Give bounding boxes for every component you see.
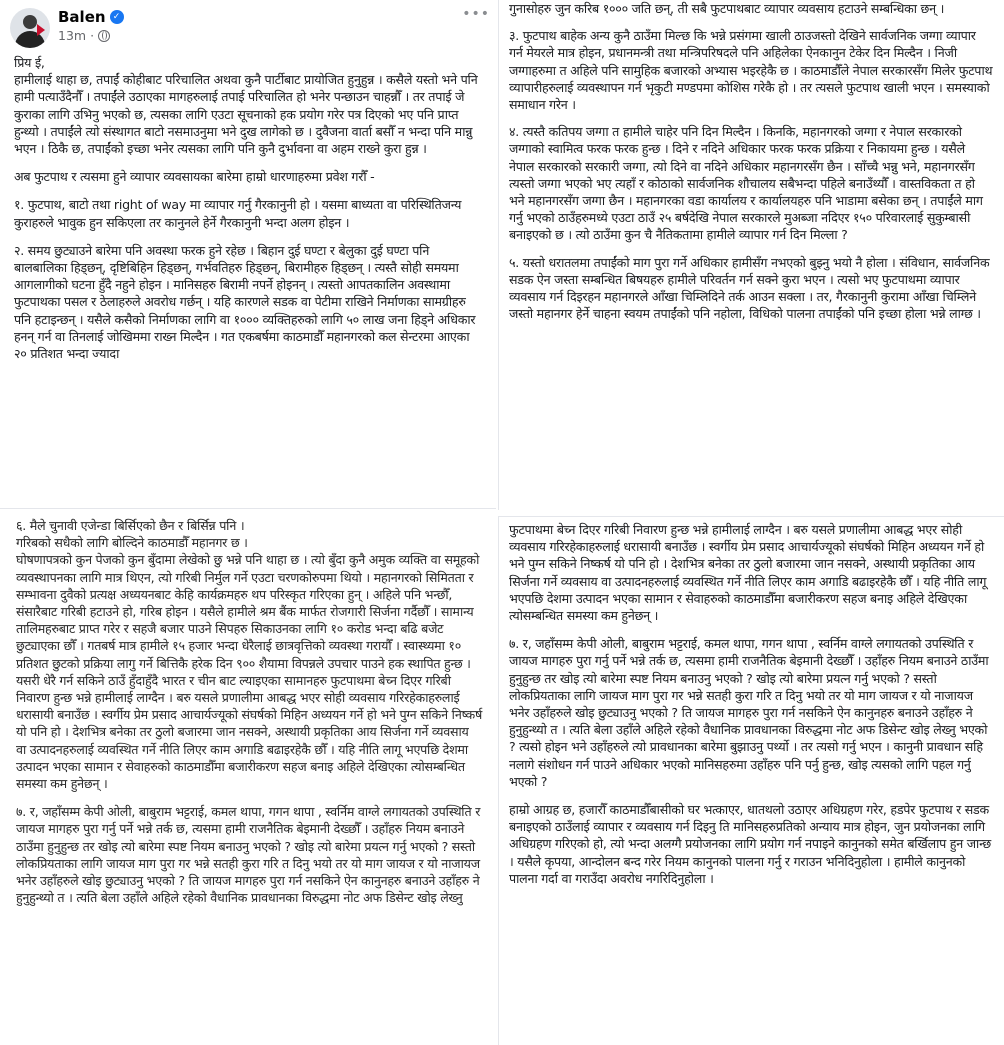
paragraph: ७. र, जहाँसम्म केपी ओली, बाबुराम भट्टराई, कमल थापा, गगन थापा , स्वर्निम वाग्ले लगायतको उपस्थिति र जायज मागहरु पुरा गर्नु पर्ने भन्ने तर्क छ, त्यसमा हामी राजनैतिक बेइमानी देख्छौँ । उहाँहरु नियम बनाउने ठाउँमा हुनुहुन्छ तर खोइ त्यो बारेमा स्पष्ट नियम बनाउनु भएको ? खोइ त्यो बारेमा प्रयत्न गर्नु भएको ? सस्तो लोकप्रियताका लागि जायज माग पुरा गर भन्ने सतही कुरा गरि त दिनु भयो तर यो माग जायज र यो नाजायज भनेर उहाँहरुले खोइ छुट्याउनु भएको ? ति जायज मागहरु पुरा गर्न नसकिने ऐन कानुनहरु बनाउने उहाँहरु ने हुनुहुन्थ्यो त । त्यति बेला उहाँले अहिले रहेको वैधानिक प्रावधानका विरुद्धमा नोट अफ डिसेन्ट खोइ लेख्नु भएको ? त्यसो होइन भने उहाँहरुले त्यो प्रावधानका बारेमा बुझाउनु पर्थ्यो । तर त्यसो गर्नु भएन । कानुनी प्रावधान सहि नलागे संशोधन गर्न पाउने अधिकार भएको मानिसहरुमा उहाँहरु पनि पर्नु हुन्छ, खोइ त्यसको लागि पहल गर्नु भएको ? [509, 636, 989, 789]
avatar[interactable] [10, 8, 50, 48]
post-body [16, 517, 482, 906]
paragraph: ७. र, जहाँसम्म केपी ओली, बाबुराम भट्टराई, कमल थापा, गगन थापा , स्वर्निम वाग्ले लगायतको उपस्थिति र जायज मागहरु पुरा गर्नु पर्ने भन्ने तर्क छ, त्यसमा हामी राजनैतिक बेइमानी देख्छौँ । उहाँहरु नियम बनाउने ठाउँमा हुनुहुन्छ तर खोइ त्यो बारेमा स्पष्ट नियम बनाउनु भएको ? खोइ त्यो बारेमा प्रयत्न गर्नु भएको ? सस्तो लोकप्रियताका लागि जायज माग पुरा गर भन्ने सतही कुरा गरि त दिनु भयो तर यो माग जायज र यो नाजायज भनेर उहाँहरुले खोइ छुट्याउनु भएको ? ति जायज मागहरु पुरा गर्न नसकिने ऐन कानुनहरु बनाउने उहाँहरु ने हुनुहुन्थ्यो त । त्यति बेला उहाँले अहिले रहेको वैधानिक प्रावधानका विरुद्धमा नोट अफ डिसेन्ट खोइ लेख्नु [16, 804, 481, 906]
post-meta [58, 8, 124, 43]
paragraph: ३. फुटपाथ बाहेक अन्य कुनै ठाउँमा मिल्छ कि भन्ने प्रसंगमा खाली ठाउजस्तो देखिने सार्वजनिक जग्गा व्यापार गर्न मेयरले मात्र होइन, प्रधानमन्त्री तथा मन्त्रिपरिषदले पनि अहिलेका ऐनकानुन टेकेर दिन मिल्दैन । निजी जग्गाहरुमा त अहिले पनि सामुहिक बजारको अभ्यास भइरहेकै छ । काठमाडौँले नेपाल सरकारसँग मिलेर फुटपाथ व्यापारीहरुलाई व्यवस्थापन गर्न भृकुटी मण्डपमा कोशिस गरेकै हो । तर त्यसले फुटपाथ खाली भएन । समस्याको समाधान गरेन । [509, 28, 993, 113]
paragraph: ६. मैले चुनावी एजेन्डा बिर्सिएको छैन र बिर्सिन्न पनि । गरिबको सधैको लागि बोल्दिने काठमाडौँ महानगर छ । घोषणापत्रको कुन पेजको कुन बुँदामा लेखेको छु भन्ने पनि थाहा छ । त्यो बुँदा कुनै अमुक व्यक्ति वा समूहको व्यवस्थापनका लागि मात्र थिएन, त्यो गरिबी निर्मुल गर्ने एउटा चरणकोरुपमा थियो । महानगरको सिमितता र सम्भावना दुवैको प्रत्यक्ष अध्ययनबाट केहि कार्यक्रमहरु थप परिस्कृत गरिएका हुन् । अहिले पनि भन्छौँ, संसारैबाट गरिबी हटाउने हो, गरिब होइन । यसैले हामीले श्रम बैंक मार्फत रोजगारी सिर्जना गर्दैछौँ । सामान्य तालिमहरुबाट प्राप्त गरेर र सहजै बजार पाउने सिपहरु सिकाउनका लागि १० करोड भन्दा बढि बजेट छुट्याएका छौँ । गतबर्ष मात्र हामीले १५ हजार भन्दा धेरैलाई छात्रवृत्तिको व्यवस्था गरायौँ । स्वास्थ्यमा १० प्रतिशत छुटको प्रक्रिया लागु गर्ने बित्तिकै हरेक दिन ९०० शैयामा विपन्नले उपचार पाउने हक स्थापित हुन्छ । यसरी धेरै गर्न सकिने ठाउँ हुँदाहुँदै भारत र चीन बाट ल्याइएका सामानहरु फुटपाथमा बेच्न दिएर गरिबी निवारण हुन्छ भन्ने हामीलाई लाग्दैन । बरु यसले प्रणालीमा आबद्ध भएर सोही व्यवसाय गरिरहेकाहरुलाई धरासायी बनाउँछ । स्वर्गीय प्रेम प्रसाद आचार्यज्यूको संघर्षको मिहिन अध्ययन गर्ने हो भने पुग्न सकिने निष्कर्ष यो पनि हो । देशभित्र बनेका तर ठुलो बजारमा जान नसक्ने, अस्थायी प्रकृतिका आय सिर्जना गर्ने व्यवसाय वा उत्पादनहरुलाई व्यवस्थित गर्ने नीति लिएर काम अगाडि बढाइरहेकै छौँ । यहि नीति लागू भएपछि देशमा उत्पादन भएका सामान र सेवाहरुको काठमाडौँमा बजारीकरण सहज बनाइ अहिले देखिएका त्योसम्बन्धित समस्या कम हुनेछन् । [16, 518, 482, 792]
paragraph: ४. त्यस्तै कतिपय जग्गा त हामीले चाहेर पनि दिन मिल्दैन । किनकि, महानगरको जग्गा र नेपाल सरकारको जग्गाको स्वामित्व फरक फरक हुन्छ । दिने र नदिने अधिकार फरक फरक प्रक्रिया र निकायमा हुन्छ । यसैले नेपाल सरकारको सरकारी जग्गा, त्यो दिने वा नदिने अधिकार महानगरसँग छैन । साँच्चै भन्नु भने, महानगरसँग त्यस्तो जग्गा भएको भए त्यहाँ र कोठाको सार्वजनिक शौचालय सबैभन्दा पहिले बनाउँथ्यौँ । वास्तविकता त हो भने महानगरसँग जग्गा छैन । महानगरका वडा कार्यालय र कार्यालयहरु पनि भाडामा बसेका छन् । तपाईंले माग गर्नु भएको ठाउँहरुमध्ये एउटा ठाउँ २५ बर्षदेखि नेपाल सरकारले मुअब्जा नदिएर १५० परिवारलाई सुकुम्बासी बनाइएको छ । त्यो ठाउँमा कुन चै नैतिकतामा हामीले व्यापार गर्न दिन मिल्ला ? [509, 124, 983, 243]
paragraph: प्रिय ई, हामीलाई थाहा छ, तपाईं कोहीबाट परिचालित अथवा कुनै पार्टीबाट प्रायोजित हुनुहुन्न । कसैले यस्तो भने पनि हामी पत्याउँदैनौँ । तपाईंले उठाएका मागहरुलाई तपाई परिचालित हो भनेर पन्छाउन चाहन्नौँ । तर तपाई जे कुराका लागि उभिनु भएको छ, त्यसका लागि एउटा सूचनाको हक प्रयोग गरेर पत्र दिएको भए पनि प्राप्त हुन्थ्यो । तपाईंले त्यो संस्थागत बाटो नसमाउनुमा भने दुख लागेको छ । दुवैजना वार्ता बसौँ न भन्दा पनि मान्नु भएन । ठिकै छ, तपाईंको इच्छा भनेर त्यसका लागि पनि कुनै दुर्भावना वा अहम राख्ने कुरा हुन्न । [14, 55, 478, 157]
post-screenshot-part-2 [498, 0, 1004, 510]
paragraph: गुनासोहरु जुन करिब १००० जति छन्, ती सबै फुटपाथबाट व्यापार व्यवसाय हटाउने सम्बन्धिका छन् । [509, 1, 945, 16]
paragraph: अब फुटपाथ र त्यसमा हुने व्यापार व्यवसायका बारेमा हाम्रो धारणाहरुमा प्रवेश गरौँ - [14, 169, 375, 185]
globe-icon [98, 30, 110, 42]
more-options-button[interactable]: ••• [462, 6, 490, 22]
separator-dot: · [90, 28, 95, 43]
paragraph: ५. यस्तो धरातलमा तपाईंको माग पुरा गर्ने अधिकार हामीसँग नभएको बुझ्नु भयो नै होला । संविधान, सार्वजनिक सडक ऐन जस्ता सम्बन्धित बिषयहरु हामीले परिवर्तन गर्न सक्ने कुरा भएन । त्यसो भए फुटपाथमा व्यापार व्यवसाय गर्न दिइरहन महानगरले आँखा चिम्लिदिने तर्क आउन सक्ला । तर, गैरकानुनी कुरामा आँखा चिम्लिने जस्तो महानगर हेर्ने चाहना स्वयम तपाईंको पनि नहोला, विधिको पालना तपाईंको पनि इच्छा होला भन्ने लाग्छ । [509, 254, 990, 322]
post-body [509, 521, 993, 887]
post-screenshot-part-3 [0, 508, 496, 1045]
verified-badge-icon: ✓ [110, 10, 124, 24]
post-header [0, 0, 496, 52]
post-time[interactable]: 13m [58, 28, 87, 43]
post-body [509, 0, 993, 322]
paragraph: १. फुटपाथ, बाटो तथा right of way मा व्यापार गर्नु गैरकानुनी हो । यसमा बाध्यता वा परिस्थितिजन्य कुराहरुले भावुक हुन सकिएला तर कानुनले हेर्ने गैरकानुनी भन्दा अलग होइन । [14, 197, 462, 230]
post-body [14, 54, 482, 362]
paragraph: फुटपाथमा बेच्न दिएर गरिबी निवारण हुन्छ भन्ने हामीलाई लाग्दैन । बरु यसले प्रणालीमा आबद्ध भएर सोही व्यवसाय गरिरहेकाहरुलाई धरासायी बनाउँछ । स्वर्गीय प्रेम प्रसाद आचार्यज्यूको संघर्षको मिहिन अध्ययन गर्ने हो भने पुग्न सकिने निष्कर्ष यो पनि हो । देशभित्र बनेका तर ठुलो बजारमा जान नसक्ने, अस्थायी प्रकृतिका आय सिर्जना गर्ने व्यवसाय वा उत्पादनहरुलाई व्यवस्थित गर्ने नीति लिएर काम अगाडि बढाइरहेकै छौँ । यहि नीति लागू भएपछि देशमा उत्पादन भएका सामान र सेवाहरुको काठमाडौँमा बजारीकरण सहज बनाइ अहिले देखिएका त्योसम्बन्धित समस्या कम हुनेछन् । [509, 522, 987, 624]
paragraph: हाम्रो आग्रह छ, हजारौँ काठमाडौँबासीको घर भत्काएर, धातथलो उठाएर अधिग्रहण गरेर, हडपेर फुटपाथ र सडक बनाइएको ठाउँलाई व्यापार र व्यवसाय गर्न दिइनु ति मानिसहरुप्रतिको अन्याय मात्र होइन, जुन प्रयोजनका लागि अधिग्रहण गरिएको हो, त्यो भन्दा अलग्गै प्रयोजनका लागि प्रयोग गर्न नपाइने कानुनको समेत बर्खिलाप हुन जान्छ । यसैले कृपया, आन्दोलन बन्द गरेर नियम कानुनको पालना गर्नु र गराउन भनिदिनुहोला । हामीले कानुनको पालना गर्दा वा गराउँदा अवरोध नगरिदिनुहोला । [509, 802, 991, 886]
paragraph: २. समय छुट्याउने बारेमा पनि अवस्था फरक हुने रहेछ । बिहान दुई घण्टा र बेलुका दुई घण्टा पनि बालबालिका हिड्छन्, दृष्टिबिहिन हिड्छन्, गर्भवतिहरु हिड्छन्, बिरामीहरु हिड्छन् । त्यस्तै सोही समयमा आगलागीको घटना हुँदै नहुने होइन । मानिसहरु बिरामी नपर्ने होइनन् । त्यस्तो आपतकालिन अवस्थामा फुटपाथका पसल र ठेलाहरुले अवरोध गर्छन् । यहि कारणले सडक वा पेटीमा राखिने निर्माणका सामग्रीहरु पनि हटाइन्छन् । यसैले कसैको निर्माणका लागि वा १००० व्यक्तिहरुको लागि ५० लाख जना हिड्ने अधिकार हनन् गर्न वा तिनलाई जोखिममा राख्न मिल्दैन । गत एकबर्षमा काठमाडौँ महानगरको कल सेन्टरमा आएका २० प्रतिशत भन्दा ज्यादा [14, 242, 476, 362]
author-name[interactable]: Balen [58, 8, 106, 26]
post-screenshot-part-4 [498, 516, 1004, 1045]
post-screenshot-part-1 [0, 0, 496, 502]
